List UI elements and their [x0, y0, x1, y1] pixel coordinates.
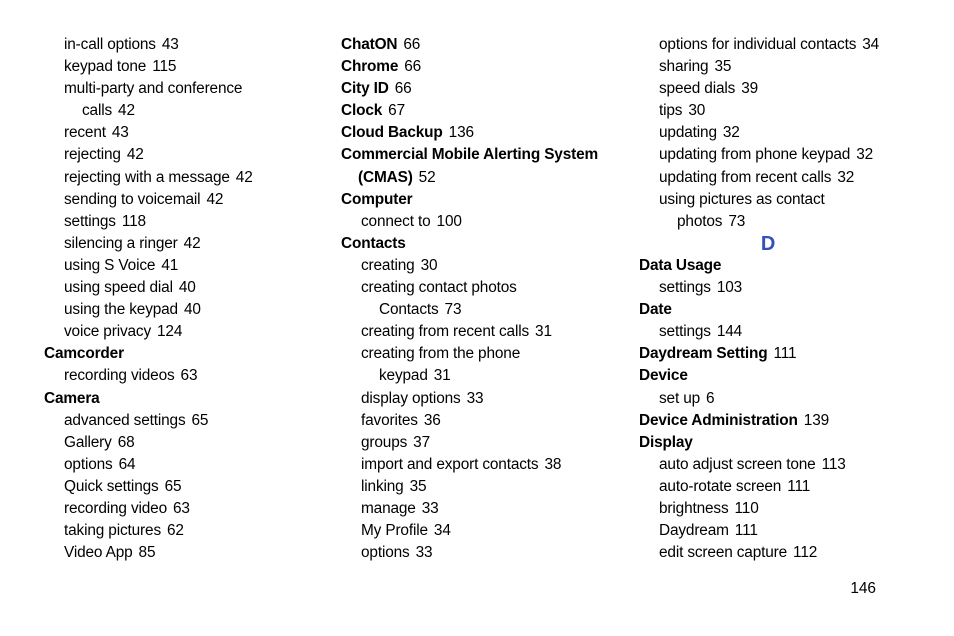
index-sub-entry [639, 388, 929, 410]
index-page-ref: 42 [118, 102, 135, 120]
index-page-ref: 34 [433, 522, 451, 540]
index-page-ref: 73 [444, 301, 462, 319]
index-term: Daydream Setting [639, 345, 768, 363]
index-term: brightness [659, 499, 729, 517]
index-page-ref: 110 [734, 499, 759, 517]
index-page-ref: 33 [466, 389, 484, 407]
index-column-1 [44, 34, 334, 564]
index-main-entry [341, 34, 631, 56]
index-term: ChatON [341, 36, 398, 53]
index-page-ref: 42 [126, 146, 144, 164]
index-page-ref: 43 [161, 36, 179, 53]
index-page-ref: 35 [409, 477, 427, 495]
index-sub-entry [341, 365, 631, 387]
index-sub-entry [44, 255, 334, 277]
index-term: creating from recent calls [361, 323, 530, 341]
index-sub-entry [639, 498, 929, 520]
index-sub-entry [44, 233, 334, 255]
index-term: calls [82, 102, 113, 120]
index-main-entry [341, 167, 631, 189]
index-main-entry [639, 410, 929, 432]
index-page-ref: 30 [420, 256, 438, 274]
index-page-ref: 68 [117, 433, 135, 451]
index-page-ref: 66 [403, 36, 421, 53]
index-sub-entry [639, 520, 929, 542]
index-term: options [64, 455, 113, 473]
index-sub-entry [44, 520, 334, 542]
index-column-2 [341, 34, 631, 564]
index-term: Commercial Mobile Alerting System [341, 146, 599, 164]
index-sub-entry [44, 321, 334, 343]
index-term: Contacts [379, 301, 439, 319]
index-sub-entry [639, 454, 929, 476]
index-page-ref: 30 [688, 102, 706, 120]
index-page-ref: 36 [423, 411, 441, 429]
index-main-entry [44, 388, 334, 410]
index-term: Clock [341, 102, 383, 120]
index-sub-entry [44, 410, 334, 432]
index-term: multi-party and conference [64, 80, 243, 98]
index-term: rejecting [64, 146, 121, 164]
index-term: manage [361, 499, 416, 517]
index-page-ref: 67 [388, 102, 405, 120]
index-term: connect to [361, 212, 431, 230]
index-page-ref: 66 [394, 80, 412, 98]
index-term: set up [659, 389, 701, 407]
index-sub-entry [639, 321, 929, 343]
index-sub-entry [639, 56, 929, 78]
index-sub-entry [44, 432, 334, 454]
index-sub-entry [639, 189, 929, 211]
index-term: recent [64, 124, 106, 142]
index-page-ref: 41 [161, 256, 179, 274]
index-term: Camcorder [44, 345, 124, 363]
index-term: favorites [361, 411, 418, 429]
index-page-ref: 118 [121, 212, 146, 230]
index-sub-entry [44, 299, 334, 321]
index-sub-entry [44, 277, 334, 299]
index-sub-entry [341, 211, 631, 233]
index-term: auto adjust screen tone [659, 455, 816, 473]
index-sub-entry [341, 432, 631, 454]
index-sub-entry [44, 498, 334, 520]
index-main-entry [341, 189, 631, 211]
index-page-ref: 73 [728, 212, 746, 230]
index-term: options for individual contacts [659, 36, 857, 53]
index-page-ref: 38 [544, 455, 562, 473]
index-sub-entry [341, 454, 631, 476]
index-main-entry [341, 56, 631, 78]
index-sub-entry [639, 167, 929, 189]
index-term: Display [639, 433, 693, 451]
index-page-ref: 32 [856, 146, 874, 164]
index-sub-entry [341, 299, 631, 321]
index-sub-entry [44, 122, 334, 144]
index-column-3 [639, 34, 929, 564]
index-sub-entry [44, 211, 334, 233]
index-page-ref: 39 [741, 80, 759, 98]
index-term: Camera [44, 389, 100, 407]
index-term: (CMAS) [358, 168, 413, 186]
index-term: import and export contacts [361, 455, 539, 473]
index-term: groups [361, 433, 408, 451]
index-page-ref: 32 [722, 124, 740, 142]
index-sub-entry [341, 321, 631, 343]
index-term: display options [361, 389, 461, 407]
index-term: My Profile [361, 522, 428, 540]
index-term: using pictures as contact [659, 190, 825, 208]
index-term: keypad [379, 367, 428, 385]
index-page-ref: 63 [180, 367, 198, 385]
index-term: Date [639, 301, 672, 319]
index-sub-entry [341, 410, 631, 432]
index-term: updating from phone keypad [659, 146, 851, 164]
index-term: Chrome [341, 58, 399, 76]
index-term: keypad tone [64, 58, 147, 76]
index-term: Contacts [341, 234, 406, 252]
index-sub-entry [639, 100, 929, 122]
index-term: City ID [341, 80, 389, 98]
index-sub-entry [341, 542, 631, 564]
index-term: options [361, 544, 410, 562]
index-term: Data Usage [639, 256, 722, 274]
page-number: 146 [850, 580, 876, 597]
index-term: settings [659, 323, 711, 341]
index-term: Cloud Backup [341, 124, 443, 142]
index-sub-entry [341, 343, 631, 365]
index-page-ref: 65 [191, 411, 209, 429]
index-sub-entry [341, 476, 631, 498]
index-sub-entry [639, 144, 929, 166]
index-main-entry [639, 299, 929, 321]
index-page-ref: 34 [862, 36, 880, 53]
index-main-entry [639, 343, 929, 365]
index-page-ref: 6 [706, 389, 715, 407]
index-main-entry [341, 78, 631, 100]
index-page-ref: 52 [418, 168, 436, 186]
index-term: updating from recent calls [659, 168, 832, 186]
index-term: in-call options [64, 36, 156, 53]
index-page-ref: 113 [821, 455, 846, 473]
index-sub-entry [44, 78, 334, 100]
index-sub-entry [44, 454, 334, 476]
index-term: sharing [659, 58, 709, 76]
index-main-entry [44, 343, 334, 365]
index-page-ref: 115 [152, 58, 177, 76]
index-term: Computer [341, 190, 413, 208]
index-page-ref: 65 [164, 477, 182, 495]
index-term: rejecting with a message [64, 168, 230, 186]
index-term: updating [659, 124, 717, 142]
index-page-ref: 136 [448, 124, 474, 142]
index-page-ref: 42 [235, 168, 253, 186]
index-sub-entry [44, 167, 334, 189]
index-sub-entry [639, 211, 929, 233]
index-term: Daydream [659, 522, 729, 540]
index-sub-entry [639, 277, 929, 299]
index-page-ref: 85 [138, 544, 156, 562]
index-page-ref: 37 [413, 433, 430, 451]
index-sub-entry [44, 56, 334, 78]
index-term: Device [639, 367, 688, 385]
index-page-ref: 63 [172, 499, 190, 517]
index-term: Quick settings [64, 477, 159, 495]
index-page-ref: 33 [415, 544, 433, 562]
index-term: using speed dial [64, 279, 173, 297]
index-main-entry [639, 255, 929, 277]
index-sub-entry [44, 189, 334, 211]
index-page-ref: 42 [206, 190, 224, 208]
letter-heading: D [760, 232, 776, 255]
index-term: recording video [64, 499, 167, 517]
index-page-ref: 31 [535, 323, 552, 341]
index-term: Device Administration [639, 411, 798, 429]
index-term: Video App [64, 544, 133, 562]
index-sub-entry [639, 122, 929, 144]
index-term: silencing a ringer [64, 234, 178, 252]
index-page-ref: 103 [716, 279, 743, 297]
index-term: Gallery [64, 433, 112, 451]
index-sub-entry [44, 542, 334, 564]
index-page-ref: 64 [118, 455, 136, 473]
index-page-ref: 112 [793, 544, 818, 562]
index-page-ref: 124 [157, 323, 183, 341]
index-term: using the keypad [64, 301, 178, 319]
index-term: creating from the phone [361, 345, 521, 363]
index-sub-entry [44, 100, 334, 122]
index-page-ref: 40 [178, 279, 196, 297]
index-sub-entry [341, 388, 631, 410]
index-main-entry [341, 144, 631, 166]
index-term: advanced settings [64, 411, 186, 429]
index-term: tips [659, 102, 683, 120]
index-page-ref: 42 [183, 234, 201, 252]
index-term: sending to voicemail [64, 190, 201, 208]
index-sub-entry [341, 255, 631, 277]
index-term: edit screen capture [659, 544, 788, 562]
index-page-ref: 100 [436, 212, 462, 230]
index-page-ref: 33 [421, 499, 439, 517]
index-sub-entry [639, 34, 929, 56]
index-term: voice privacy [64, 323, 152, 341]
index-main-entry [639, 432, 929, 454]
index-term: settings [659, 279, 711, 297]
index-term: settings [64, 212, 116, 230]
index-sub-entry [44, 34, 334, 56]
index-sub-entry [44, 476, 334, 498]
index-page-ref: 62 [167, 522, 184, 540]
index-main-entry [341, 100, 631, 122]
index-page-ref: 32 [837, 168, 855, 186]
index-sub-entry [639, 476, 929, 498]
index-page-ref: 40 [183, 301, 201, 319]
index-page-ref: 139 [803, 411, 830, 429]
index-sub-entry [341, 520, 631, 542]
index-main-entry [341, 122, 631, 144]
index-main-entry [341, 233, 631, 255]
index-term: linking [361, 477, 404, 495]
index-main-entry [639, 365, 929, 387]
index-term: auto-rotate screen [659, 477, 782, 495]
index-term: using S Voice [64, 256, 156, 274]
index-sub-entry [341, 498, 631, 520]
index-page-ref: 66 [404, 58, 422, 76]
index-page-ref: 43 [111, 124, 129, 142]
index-page-ref: 111 [787, 477, 811, 495]
index-term: creating contact photos [361, 279, 517, 297]
index-sub-entry [639, 78, 929, 100]
index-term: taking pictures [64, 522, 161, 540]
index-page-ref: 31 [433, 367, 451, 385]
index-page-ref: 144 [716, 323, 743, 341]
index-page-ref: 35 [714, 58, 732, 76]
index-page-ref: 111 [734, 522, 758, 540]
index-sub-entry [639, 542, 929, 564]
index-sub-entry [44, 365, 334, 387]
index-term: creating [361, 256, 415, 274]
index-term: speed dials [659, 80, 736, 98]
index-term: photos [677, 212, 723, 230]
index-page-ref: 111 [773, 345, 797, 363]
index-term: recording videos [64, 367, 175, 385]
index-sub-entry [341, 277, 631, 299]
index-sub-entry [44, 144, 334, 166]
